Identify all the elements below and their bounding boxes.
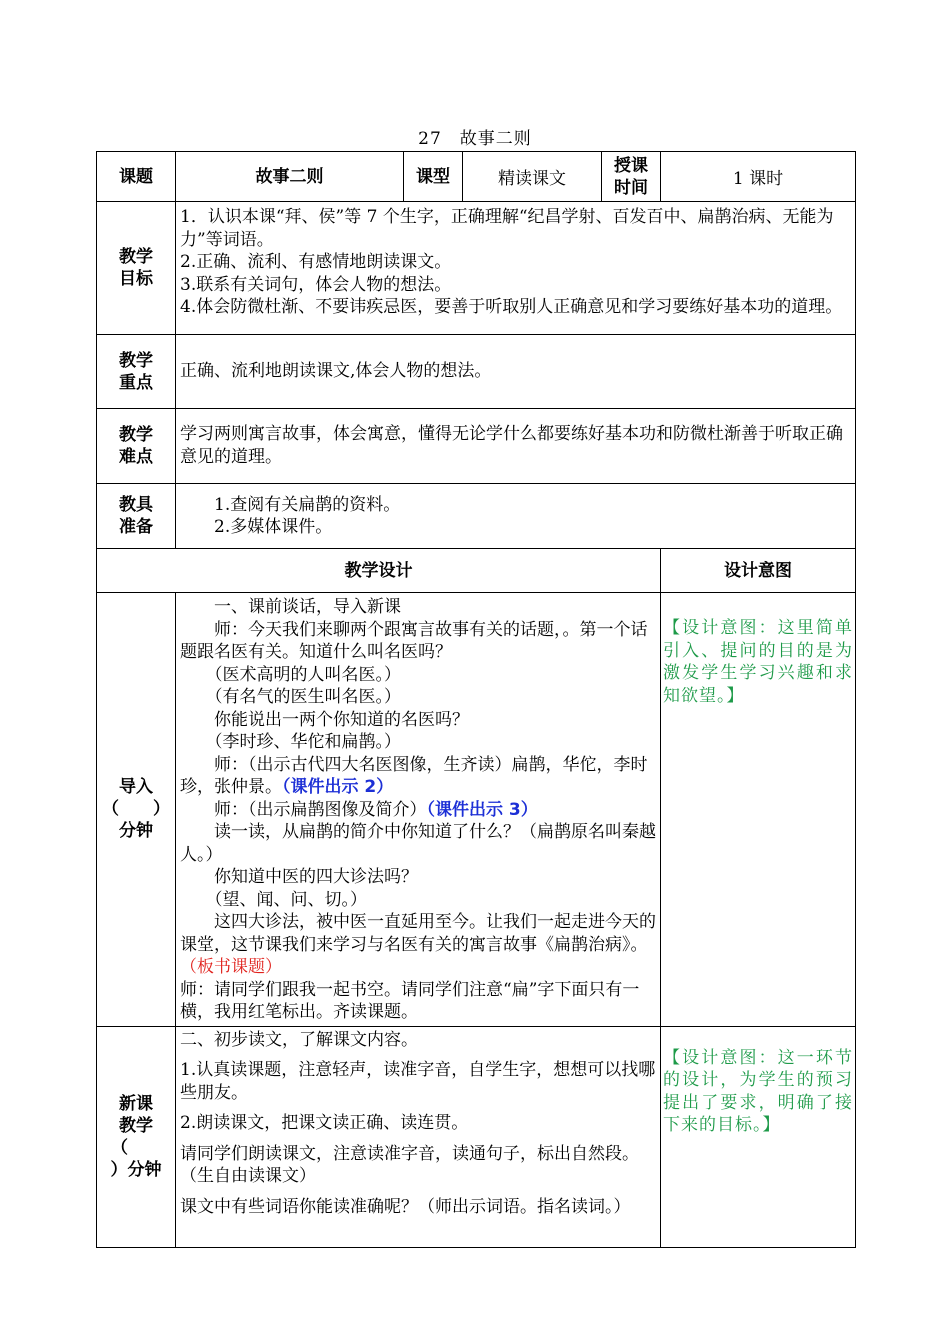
intro-paragraph: 师：请同学们跟我一起书空。请同学们注意“扁”字下面只有一横，我用红笔标出。齐读课题。: [180, 979, 640, 1022]
objective-item: 4.体会防微杜渐、不要讳疾忌医，要善于听取别人正确意见和学习要练好基本功的道理。: [180, 297, 843, 317]
difficulties-row: [97, 409, 856, 484]
intro-paragraph: （李时珍、华佗和扁鹊。）: [205, 732, 401, 752]
key-points-label: [97, 335, 176, 409]
design-header-left: 教学设计: [97, 549, 661, 593]
new-lesson-row: [97, 1026, 856, 1247]
design-header-right: 设计意图: [661, 549, 856, 593]
time-label-line2: 时间: [614, 177, 648, 198]
new-lesson-label-line4: ）分钟: [110, 1159, 162, 1180]
intro-label: [97, 593, 176, 1027]
intro-paragraph: （医术高明的人叫名医。）: [205, 664, 401, 685]
intro-intent: 【设计意图：这里简单引入、提问的目的是为激发学生学习兴趣和求知欲望。】: [661, 593, 856, 1027]
material-item: 2.多媒体课件。: [214, 517, 333, 537]
intro-paragraph: 你能说出一两个你知道的名医吗？: [214, 709, 469, 730]
difficulties-label: [97, 409, 176, 484]
lesson-plan-table: [96, 151, 856, 1248]
header-row: [97, 152, 856, 202]
key-points-text: 正确、流利地朗读课文,体会人物的想法。: [180, 361, 492, 382]
intro-section-title: 一、课前谈话，导入新课: [214, 597, 401, 617]
objectives-label-line2: 目标: [119, 269, 153, 289]
intro-paragraph-text: 师：（出示扁鹊图像及简介）: [214, 799, 427, 820]
materials-label: [97, 484, 176, 549]
intro-paragraph-text: 师：（出示古代四大名医图像，生齐读）扁鹊，华佗，李时珍，张仲景。: [180, 754, 648, 797]
topic-value: 故事二则: [176, 152, 404, 202]
key-points-label-line1: 教学: [119, 350, 153, 371]
materials-label-line1: 教具: [119, 495, 153, 515]
new-lesson-content: [176, 1026, 661, 1247]
new-lesson-paragraph: 2.朗读课文，把课文读正确、读连贯。: [180, 1113, 469, 1133]
new-lesson-label-line3: （: [111, 1137, 128, 1158]
new-lesson-paragraph: 1.认真读课题，注意轻声，读准字音，自学生字，想想可以找哪些朋友。: [180, 1060, 656, 1103]
time-label-line1: 授课: [614, 155, 648, 176]
new-lesson-label: [97, 1026, 176, 1247]
intro-paragraph: （望、闻、问、切。）: [205, 889, 367, 910]
intro-paragraph-text: 这四大诊法，被中医一直延用至今。让我们一起走进今天的课堂，这节课我们来学习与名医有关的寓言故事《扁鹊治病》。: [180, 912, 656, 955]
time-label: [602, 152, 661, 202]
type-label: 课型: [404, 152, 463, 202]
design-header-row: [97, 549, 856, 593]
key-points-content: [176, 335, 856, 409]
intro-paragraph: （有名气的医生叫名医。）: [205, 687, 401, 707]
intro-paragraph: [180, 754, 657, 799]
intro-label-line3: 分钟: [119, 821, 153, 842]
objective-item: 3.联系有关词句，体会人物的想法。: [180, 274, 452, 295]
key-points-label-line2: 重点: [119, 372, 153, 393]
materials-label-line2: 准备: [119, 517, 153, 537]
objectives-content: [176, 202, 856, 335]
material-item: 1.查阅有关扁鹊的资料。: [214, 494, 401, 515]
new-lesson-section-title: 二、初步读文，了解课文内容。: [180, 1029, 418, 1050]
objectives-label-line1: 教学: [119, 247, 153, 267]
difficulties-content: [176, 409, 856, 484]
new-lesson-label-line2: 教学: [119, 1115, 153, 1136]
intro-row: [97, 593, 856, 1027]
intro-label-line2: （ ）: [102, 799, 170, 820]
courseware-note: （课件出示 2）: [282, 777, 394, 797]
document-title: 27 故事二则: [418, 129, 532, 149]
intro-content: [176, 593, 661, 1027]
new-lesson-label-line1: 新课: [119, 1093, 153, 1114]
new-lesson-paragraph: 请同学们朗读课文，注意读准字音，读通句子，标出自然段。（生自由读课文）: [180, 1143, 639, 1186]
difficulties-label-line2: 难点: [119, 447, 153, 467]
materials-row: [97, 484, 856, 549]
objectives-label: [97, 202, 176, 335]
courseware-note: （课件出示 3）: [426, 799, 538, 820]
intro-paragraph: [180, 911, 657, 979]
time-value: 1 课时: [661, 152, 856, 202]
objective-item: 1．认识本课“拜、侯”等 7 个生字，正确理解“纪昌学射、百发百中、扁鹊治病、无能为力”等词语。: [180, 207, 834, 250]
key-points-row: [97, 335, 856, 409]
new-lesson-paragraph: 课文中有些词语你能读准确呢？（师出示词语。指名读词。）: [180, 1196, 631, 1217]
materials-content: [176, 484, 856, 549]
blackboard-note: （板书课题）: [180, 957, 282, 977]
objectives-row: [97, 202, 856, 335]
type-value: 精读课文: [463, 152, 602, 202]
difficulties-label-line1: 教学: [119, 425, 153, 445]
difficulties-text: 学习两则寓言故事，体会寓意，懂得无论学什么都要练好基本功和防微杜渐善于听取正确意见的道理。: [180, 424, 843, 467]
intro-label-line1: 导入: [119, 777, 153, 798]
intro-paragraph: [180, 799, 657, 822]
intro-paragraph: 你知道中医的四大诊法吗？: [214, 867, 418, 887]
intro-paragraph: 读一读，从扁鹊的简介中你知道了什么？（扁鹊原名叫秦越人。）: [180, 822, 656, 865]
topic-label: 课题: [97, 152, 176, 202]
objective-item: 2.正确、流利、有感情地朗读课文。: [180, 252, 452, 272]
intro-paragraph: 师：今天我们来聊两个跟寓言故事有关的话题，。第一个话题跟名医有关。知道什么叫名医吗？: [180, 619, 648, 662]
new-lesson-intent: 【设计意图：这一环节的设计，为学生的预习提出了要求，明确了接下来的目标。】: [661, 1026, 856, 1247]
